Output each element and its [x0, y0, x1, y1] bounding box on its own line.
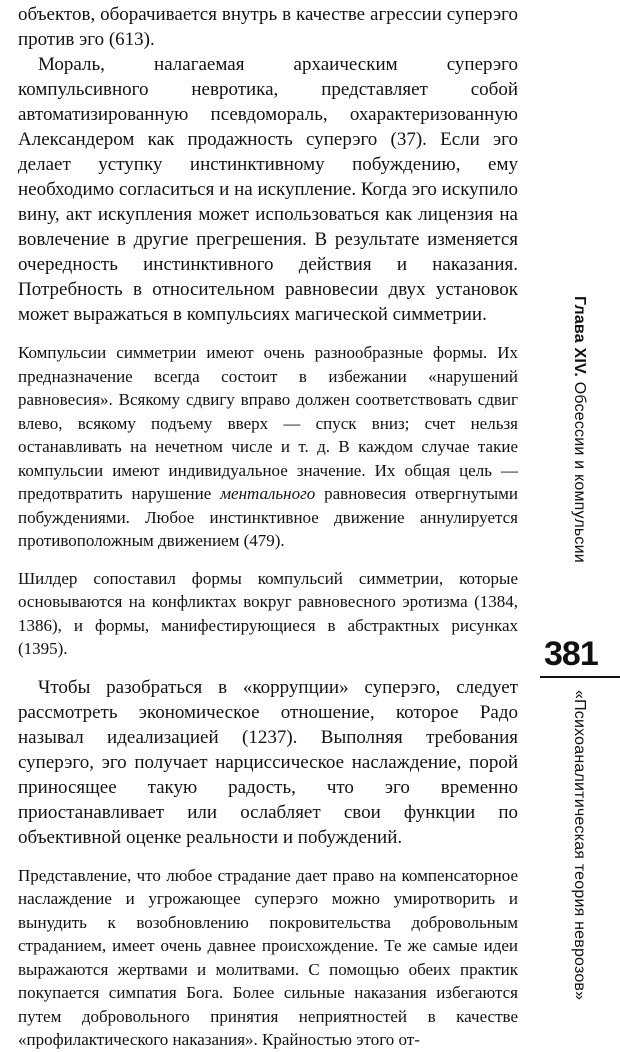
page-body	[18, 0, 518, 1052]
chapter-label: Глава XIV.	[571, 296, 588, 378]
body-paragraph-2: Мораль, налагаемая архаическим суперэго компульсивного невротика, представляет собой автоматизированную псевдомораль, охарактеризованную Александером как продажность суперэго (37). Если эго делает уступку инстинктивному побуждению, ему необходимо согласиться и на искупление. Когда эго искупило вину, акт искупления может использоваться как лицензия на вовлечение в другие прегрешения. В результате изменяется очередность инстинктивного действия и наказания. Потребность в относительном равновесии двух установок может выражаться в компульсиях магической симметрии.	[18, 54, 518, 325]
small-print-paragraph-3: Представление, что любое страдание дает право на компенсаторное наслаждение и угрожающее суперэго можно умиротворить и вынудить к возобновлению покровительства добровольным страданием, имеет очень давнее происхождение. Те же самые идеи выражаются жертвами и молитвами. С помощью обеих практик покупается симпатия Бога. Более сильные наказания избегаются путем добровольного принятия неприятностей в качестве «профилактического наказания». Крайностью этого от-	[18, 865, 518, 1049]
running-head-chapter	[560, 296, 600, 616]
page-number: 381	[544, 635, 598, 673]
chapter-heading	[570, 296, 588, 563]
small-print-paragraph-1	[18, 341, 518, 553]
running-head-series	[560, 690, 600, 1001]
body-paragraph-3: Чтобы разобраться в «коррупции» суперэго, следует рассмотреть экономическое отношение, которое Радо называл идеализацией (1237). Выполняя требования суперэго, эго получает нарциссическое наслаждение, порой приносящее такую радость, что эго временно приостанавливает или ослабляет свои функции по объективной оценке реальности и побуждений.	[18, 676, 518, 848]
page-number-rule	[540, 676, 620, 678]
series-title: «Психоаналитическая теория неврозов»	[571, 690, 588, 1001]
chapter-title: Обсессии и компульсии	[571, 381, 588, 563]
small-print-1-end: равновесия отвергнутыми побуждениями. Любое инстинктивное движение аннулируется противоположным движением (479).	[18, 484, 518, 550]
small-print-1-start: Компульсии симметрии имеют очень разнообразные формы. Их предназначение всегда состоит в избежании «нарушений равновесия». Всякому сдвигу вправо должен соответствовать сдвиг влево, всякому подъему вверх — спуск вниз; счет нельзя останавливать на нечетном числе и т. д. В каждом случае такие компульсии имеют индивидуальное значение. Их общая цель — предотвратить нарушение	[18, 343, 518, 503]
small-print-1-italic: ментального	[220, 484, 316, 503]
small-print-paragraph-2: Шилдер сопоставил формы компульсий симметрии, которые основываются на конфликтах вокруг равновесного эротизма (1384, 1386), и формы, манифестирующиеся в абстрактных рисунках (1395).	[18, 568, 518, 658]
body-paragraph-1: объектов, оборачивается внутрь в качестве агрессии суперэго против эго (613).	[18, 4, 518, 50]
